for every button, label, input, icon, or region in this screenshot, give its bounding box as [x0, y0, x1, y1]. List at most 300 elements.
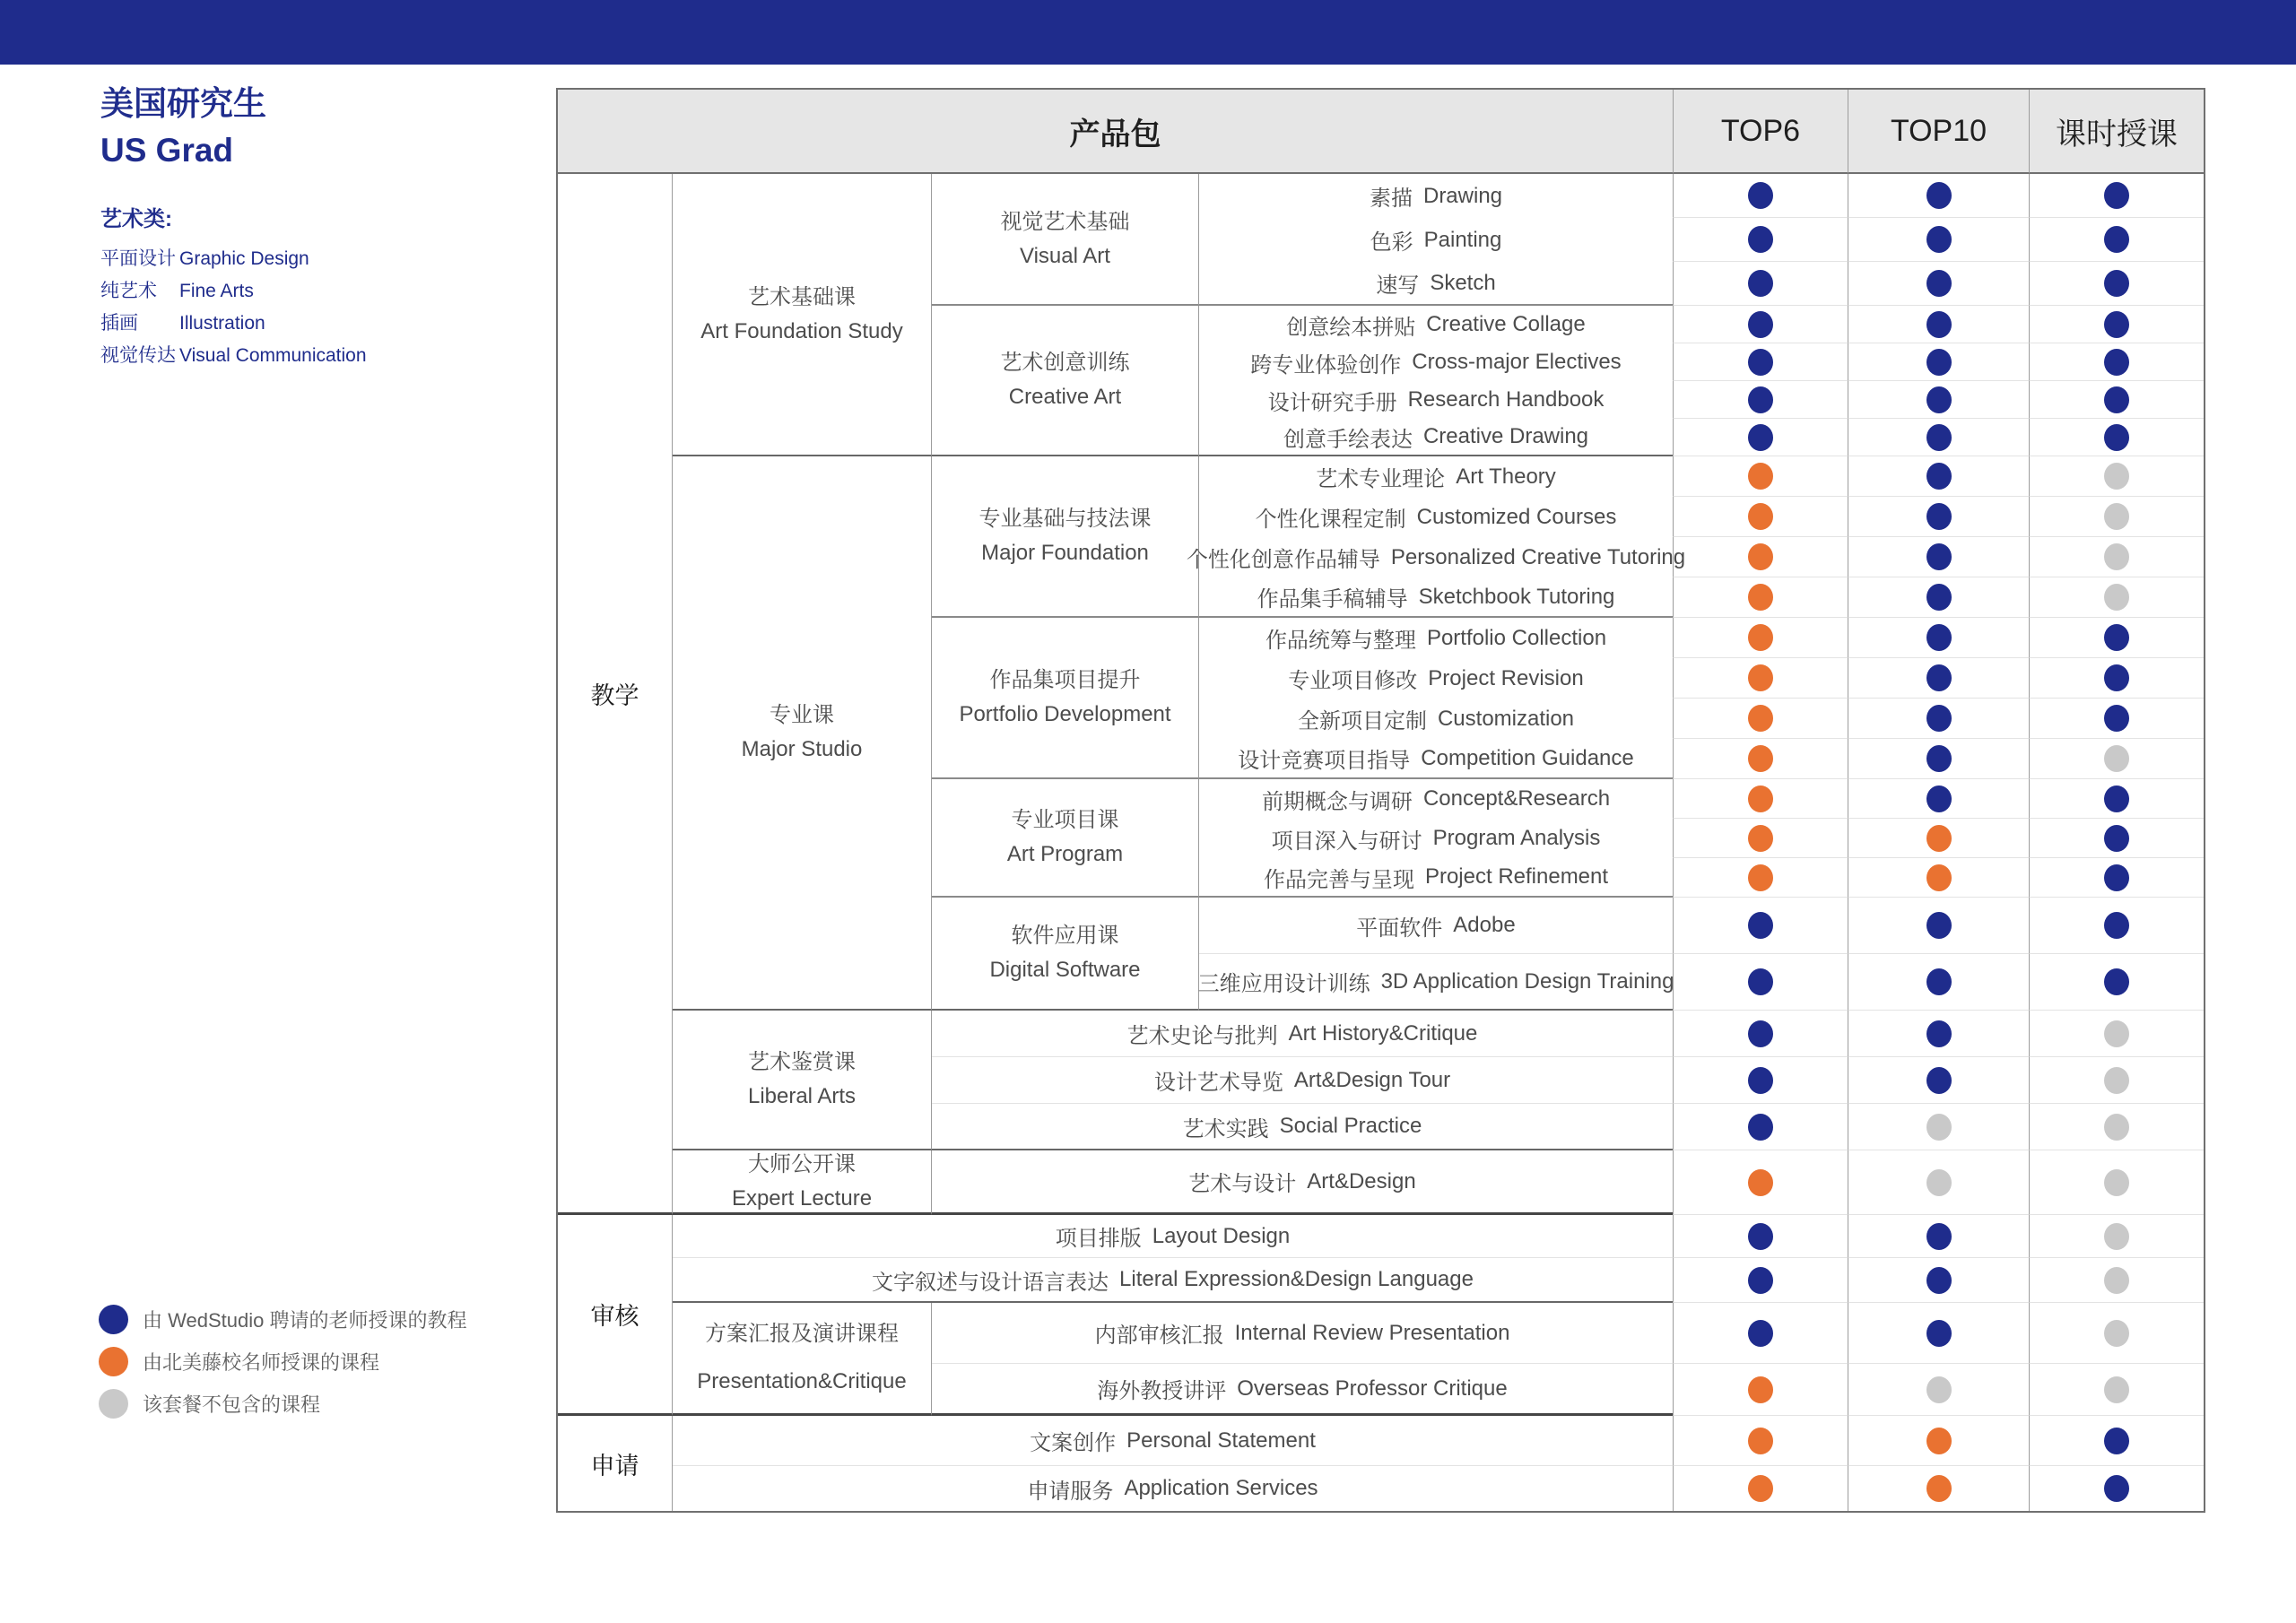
dot-cell: [2029, 618, 2204, 658]
table-header-package: 产品包: [558, 90, 1673, 174]
dot-cell: [2029, 1104, 2204, 1150]
dot-navy: [2104, 386, 2129, 413]
dot-navy: [2104, 226, 2129, 253]
dot-cell: [1673, 1215, 1848, 1258]
dot-cell: [1673, 456, 1848, 497]
sub-portfolio-development: [932, 618, 1199, 779]
dot-gray: [1926, 1114, 1952, 1141]
dot-cell: [2029, 1258, 2204, 1303]
course-row: [932, 1011, 1673, 1057]
course-en: Concept&Research: [1422, 786, 1611, 811]
dot-navy: [1926, 664, 1952, 691]
category-en: Graphic Design: [179, 248, 309, 269]
dot-gray: [2104, 463, 2129, 490]
course-zh: 艺术专业理论: [1316, 467, 1446, 491]
dot-orange: [1748, 503, 1773, 530]
course-zh: 作品集手稿辅导: [1257, 587, 1408, 612]
group-major-studio-zh: 专业课: [770, 703, 834, 727]
dot-orange: [1748, 1475, 1773, 1502]
dot-navy: [2104, 270, 2129, 297]
course-row: [1199, 819, 1673, 858]
dot-cell: [1848, 819, 2029, 858]
dot-cell: [1848, 1215, 2029, 1258]
course-zh: 素描: [1369, 187, 1413, 211]
dot-navy: [2104, 1475, 2129, 1502]
legend-row: [99, 1298, 466, 1341]
dot-navy: [1926, 745, 1952, 772]
dot-cell: [1848, 1258, 2029, 1303]
dot-cell: [2029, 577, 2204, 618]
dot-cell: [2029, 954, 2204, 1011]
dot-navy: [1926, 785, 1952, 812]
category-en: Illustration: [179, 313, 265, 334]
course-zh: 设计研究手册: [1267, 390, 1397, 415]
course-row: [673, 1466, 1673, 1511]
course-row: [1199, 262, 1673, 306]
dot-navy: [1748, 1320, 1773, 1347]
category-en: Fine Arts: [179, 281, 254, 301]
dot-cell: [2029, 1150, 2204, 1215]
course-zh: 前期概念与调研: [1261, 789, 1413, 814]
dot-cell: [1848, 456, 2029, 497]
course-row: [1199, 779, 1673, 819]
course-en: Overseas Professor Critique: [1237, 1376, 1508, 1401]
course-row: [673, 1215, 1673, 1258]
course-zh: 创意绘本拼贴: [1286, 315, 1416, 340]
course-en: Project Refinement: [1424, 864, 1609, 889]
course-en: Customized Courses: [1416, 504, 1617, 529]
course-en: Layout Design: [1152, 1223, 1291, 1248]
dot-navy: [2104, 825, 2129, 852]
dot-cell: [2029, 658, 2204, 699]
sub-visual-art-en: Visual Art: [1020, 243, 1110, 268]
top-banner: [0, 0, 2296, 65]
course-zh: 设计竞赛项目指导: [1238, 749, 1411, 773]
dot-navy: [1926, 349, 1952, 376]
section-review: 审核: [558, 1215, 673, 1416]
course-row: [1199, 456, 1673, 497]
category-item: [100, 308, 522, 340]
course-zh: 内部审核汇报: [1094, 1324, 1224, 1348]
dot-navy: [2104, 1428, 2129, 1454]
dot-orange: [1748, 705, 1773, 732]
dot-navy: [1926, 503, 1952, 530]
course-row: [1199, 381, 1673, 419]
dot-navy: [2104, 785, 2129, 812]
dot-gray: [2104, 1320, 2129, 1347]
sub-digital-software: [932, 898, 1199, 1011]
dot-gray: [2104, 503, 2129, 530]
category-heading: 艺术类:: [100, 207, 172, 231]
course-row: [1199, 343, 1673, 381]
dot-cell: [1673, 1258, 1848, 1303]
dot-cell: [1673, 819, 1848, 858]
dot-cell: [1848, 699, 2029, 739]
sidebar: [100, 81, 522, 372]
course-row: [1199, 898, 1673, 954]
dot-orange: [1748, 864, 1773, 891]
course-en: Adobe: [1453, 913, 1516, 937]
category-zh: 插画: [100, 313, 138, 334]
dot-cell: [2029, 779, 2204, 819]
course-en: Sketchbook Tutoring: [1418, 584, 1615, 609]
course-row: [932, 1303, 1673, 1364]
dot-navy: [2104, 968, 2129, 995]
dot-cell: [2029, 537, 2204, 577]
course-zh: 项目排版: [1055, 1227, 1142, 1251]
dot-cell: [1673, 1303, 1848, 1364]
dot-cell: [2029, 739, 2204, 779]
course-zh: 海外教授讲评: [1097, 1379, 1227, 1403]
dot-navy: [2104, 624, 2129, 651]
course-row: [673, 1416, 1673, 1466]
dot-orange: [1748, 463, 1773, 490]
dot-navy: [1926, 968, 1952, 995]
dot-navy: [2104, 705, 2129, 732]
course-en: Social Practice: [1279, 1114, 1422, 1138]
course-en: 3D Application Design Training: [1380, 968, 1674, 994]
group-presentation-critique: [673, 1303, 932, 1416]
course-row: [1199, 858, 1673, 898]
dot-navy: [1926, 386, 1952, 413]
dot-cell: [1848, 1150, 2029, 1215]
page-title-en: US Grad: [100, 132, 234, 169]
course-zh: 申请服务: [1027, 1479, 1114, 1504]
dot-navy: [1926, 1067, 1952, 1094]
page-title: [100, 81, 522, 174]
course-zh: 文字叙述与设计语言表达: [872, 1270, 1109, 1295]
course-row: [1199, 699, 1673, 739]
sub-art-program: [932, 779, 1199, 898]
course-row: [1199, 174, 1673, 218]
dot-cell: [1673, 381, 1848, 419]
dot-cell: [2029, 174, 2204, 218]
dot-cell: [1848, 898, 2029, 954]
dot-cell: [1848, 218, 2029, 262]
course-zh: 艺术实践: [1182, 1116, 1269, 1141]
dot-cell: [1848, 954, 2029, 1011]
dot-cell: [2029, 1364, 2204, 1416]
legend-dot-orange: [99, 1347, 128, 1376]
dot-cell: [2029, 262, 2204, 306]
dot-cell: [1673, 658, 1848, 699]
category-item: [100, 275, 522, 308]
course-zh: 跨专业体验创作: [1250, 352, 1402, 378]
dot-cell: [2029, 1057, 2204, 1104]
course-row: [1199, 739, 1673, 779]
dot-orange: [1748, 664, 1773, 691]
dot-cell: [1848, 262, 2029, 306]
dot-cell: [1673, 577, 1848, 618]
package-table: [556, 88, 2205, 1513]
dot-gray: [2104, 745, 2129, 772]
category-zh: 视觉传达: [100, 345, 176, 366]
course-en: Creative Drawing: [1422, 424, 1589, 448]
dot-cell: [1673, 419, 1848, 456]
dot-orange: [1748, 785, 1773, 812]
dot-navy: [1748, 424, 1773, 451]
dot-gray: [2104, 584, 2129, 611]
dot-navy: [1926, 1223, 1952, 1250]
dot-orange: [1926, 1475, 1952, 1502]
course-en: Project Revision: [1428, 665, 1584, 690]
dot-navy: [1748, 349, 1773, 376]
dot-cell: [2029, 699, 2204, 739]
dot-cell: [2029, 1466, 2204, 1511]
sub-major-foundation-zh: 专业基础与技法课: [978, 507, 1152, 531]
dot-cell: [1848, 306, 2029, 343]
course-zh: 作品完善与呈现: [1263, 867, 1414, 892]
dot-navy: [1748, 1114, 1773, 1141]
dot-navy: [1926, 1320, 1952, 1347]
legend-row: [99, 1341, 466, 1383]
dot-cell: [1673, 1150, 1848, 1215]
course-row: [932, 1057, 1673, 1104]
dot-cell: [2029, 218, 2204, 262]
dot-navy: [2104, 349, 2129, 376]
course-zh: 专业项目修改: [1288, 669, 1418, 693]
group-liberal-arts-zh: 艺术鉴赏课: [748, 1050, 856, 1074]
dot-cell: [1673, 779, 1848, 819]
course-zh: 个性化课程定制: [1255, 508, 1406, 532]
legend-label: 由北美藤校名师授课的课程: [143, 1351, 380, 1374]
dot-orange: [1748, 825, 1773, 852]
table-header-hourly: 课时授课: [2029, 90, 2204, 174]
course-row: [1199, 306, 1673, 343]
group-art-foundation-en: Art Foundation Study: [700, 318, 903, 343]
category-en: Visual Communication: [179, 345, 367, 366]
dot-cell: [2029, 898, 2204, 954]
dot-navy: [1926, 1020, 1952, 1047]
legend-dot-gray: [99, 1389, 128, 1419]
course-en: Cross-major Electives: [1412, 350, 1622, 374]
section-teaching: 教学: [558, 174, 673, 1215]
dot-gray: [1926, 1169, 1952, 1196]
dot-cell: [1673, 174, 1848, 218]
dot-cell: [1673, 858, 1848, 898]
sub-digital-software-en: Digital Software: [989, 958, 1141, 982]
course-row: [1199, 218, 1673, 262]
dot-cell: [1673, 739, 1848, 779]
dot-cell: [2029, 306, 2204, 343]
dot-cell: [1673, 1364, 1848, 1416]
dot-navy: [1926, 624, 1952, 651]
course-zh: 艺术史论与批判: [1126, 1024, 1278, 1048]
dot-gray: [2104, 543, 2129, 570]
dot-navy: [1748, 182, 1773, 209]
dot-cell: [1673, 898, 1848, 954]
dot-cell: [1848, 858, 2029, 898]
dot-navy: [1748, 311, 1773, 338]
legend-dot-navy: [99, 1305, 128, 1334]
dot-orange: [1748, 1376, 1773, 1403]
course-en: Personal Statement: [1126, 1428, 1316, 1453]
dot-navy: [1926, 311, 1952, 338]
course-zh: 创意手绘表达: [1283, 427, 1413, 452]
legend-label: 该套餐不包含的课程: [143, 1393, 321, 1416]
dot-orange: [1748, 624, 1773, 651]
dot-cell: [1673, 343, 1848, 381]
course-row: [932, 1150, 1673, 1215]
sub-portfolio-development-en: Portfolio Development: [959, 702, 1171, 726]
dot-cell: [1848, 577, 2029, 618]
course-zh: 作品统筹与整理: [1265, 629, 1416, 653]
dot-cell: [1848, 419, 2029, 456]
dot-navy: [1926, 543, 1952, 570]
dot-cell: [1673, 497, 1848, 537]
dot-cell: [2029, 1416, 2204, 1466]
course-zh: 个性化创意作品辅导: [1186, 548, 1380, 572]
dot-orange: [1748, 543, 1773, 570]
dot-cell: [1673, 262, 1848, 306]
course-en: Art&Design Tour: [1293, 1067, 1451, 1092]
section-application: 申请: [558, 1416, 673, 1511]
dot-cell: [1848, 343, 2029, 381]
group-liberal-arts-en: Liberal Arts: [747, 1084, 857, 1108]
dot-cell: [1673, 1011, 1848, 1057]
course-en: Portfolio Collection: [1426, 625, 1607, 650]
dot-navy: [1748, 1267, 1773, 1294]
group-art-foundation-zh: 艺术基础课: [748, 284, 856, 309]
course-row: [1186, 537, 1686, 577]
dot-cell: [1848, 1466, 2029, 1511]
group-presentation-critique-zh: 方案汇报及演讲课程: [705, 1321, 899, 1346]
dot-cell: [1848, 1364, 2029, 1416]
category-item: [100, 243, 522, 275]
sub-creative-art-en: Creative Art: [1008, 385, 1122, 409]
dot-cell: [1673, 306, 1848, 343]
course-en: Drawing: [1422, 183, 1503, 208]
dot-cell: [2029, 343, 2204, 381]
dot-cell: [2029, 497, 2204, 537]
course-en: Program Analysis: [1432, 826, 1601, 850]
dot-cell: [1673, 1416, 1848, 1466]
dot-cell: [1848, 174, 2029, 218]
sub-visual-art-zh: 视觉艺术基础: [1000, 209, 1130, 234]
course-row: [1199, 618, 1673, 658]
dot-orange: [1926, 1428, 1952, 1454]
dot-cell: [2029, 819, 2204, 858]
course-en: Literal Expression&Design Language: [1119, 1267, 1474, 1291]
course-row: [1199, 577, 1673, 618]
dot-navy: [1926, 182, 1952, 209]
course-zh: 文案创作: [1030, 1431, 1117, 1455]
dot-navy: [1926, 226, 1952, 253]
dot-gray: [2104, 1223, 2129, 1250]
dot-cell: [2029, 381, 2204, 419]
course-zh: 速写: [1376, 273, 1420, 298]
dot-cell: [1848, 537, 2029, 577]
dot-navy: [1926, 705, 1952, 732]
dot-cell: [1848, 381, 2029, 419]
dot-cell: [1848, 497, 2029, 537]
course-en: Application Services: [1124, 1476, 1318, 1500]
dot-gray: [2104, 1114, 2129, 1141]
dot-navy: [1926, 270, 1952, 297]
course-en: Painting: [1423, 227, 1502, 252]
course-en: Internal Review Presentation: [1234, 1320, 1510, 1345]
dot-cell: [1848, 618, 2029, 658]
legend-row: [99, 1383, 466, 1425]
course-zh: 三维应用设计训练: [1197, 972, 1370, 996]
sub-creative-art-zh: 艺术创意训练: [1000, 351, 1130, 375]
dot-gray: [2104, 1169, 2129, 1196]
dot-cell: [2029, 1215, 2204, 1258]
dot-navy: [1748, 968, 1773, 995]
table-header-top6: TOP6: [1673, 90, 1848, 174]
course-zh: 艺术与设计: [1188, 1172, 1297, 1196]
legend: [99, 1298, 466, 1425]
dot-navy: [2104, 182, 2129, 209]
dot-navy: [1748, 386, 1773, 413]
dot-gray: [2104, 1267, 2129, 1294]
course-zh: 平面软件: [1356, 916, 1443, 941]
dot-navy: [1748, 1223, 1773, 1250]
course-row: [673, 1258, 1673, 1303]
dot-cell: [1673, 1057, 1848, 1104]
course-row: [1199, 954, 1673, 1011]
dot-cell: [1673, 954, 1848, 1011]
dot-orange: [1748, 584, 1773, 611]
dot-gray: [2104, 1020, 2129, 1047]
dot-navy: [1748, 1067, 1773, 1094]
course-row: [1199, 419, 1673, 456]
dot-navy: [1926, 424, 1952, 451]
dot-navy: [1926, 584, 1952, 611]
category-item: [100, 340, 522, 372]
course-en: Art Theory: [1456, 464, 1556, 489]
course-en: Art History&Critique: [1288, 1020, 1478, 1046]
dot-cell: [1848, 1303, 2029, 1364]
dot-orange: [1748, 1428, 1773, 1454]
dot-navy: [2104, 424, 2129, 451]
dot-gray: [2104, 1067, 2129, 1094]
dot-navy: [1926, 463, 1952, 490]
dot-cell: [2029, 858, 2204, 898]
sub-art-program-en: Art Program: [1006, 842, 1124, 866]
dot-orange: [1748, 745, 1773, 772]
sub-digital-software-zh: 软件应用课: [1011, 924, 1119, 948]
sub-portfolio-development-zh: 作品集项目提升: [989, 668, 1141, 692]
dot-navy: [1748, 226, 1773, 253]
dot-cell: [2029, 419, 2204, 456]
dot-gray: [2104, 1376, 2129, 1403]
course-row: [932, 1104, 1673, 1150]
dot-orange: [1926, 825, 1952, 852]
dot-navy: [2104, 912, 2129, 939]
dot-orange: [1748, 1169, 1773, 1196]
course-zh: 色彩: [1370, 230, 1413, 255]
sub-visual-art: [932, 174, 1199, 306]
group-expert-lecture-en: Expert Lecture: [731, 1185, 873, 1211]
group-expert-lecture-zh: 大师公开课: [748, 1151, 856, 1176]
sub-art-program-zh: 专业项目课: [1011, 808, 1119, 832]
category-zh: 纯艺术: [100, 281, 157, 301]
group-art-foundation: [673, 174, 932, 456]
sub-creative-art: [932, 306, 1199, 456]
legend-label: 由 WedStudio 聘请的老师授课的教程: [143, 1309, 467, 1332]
course-en: Personalized Creative Tutoring: [1390, 544, 1686, 569]
course-en: Creative Collage: [1426, 312, 1586, 336]
course-en: Research Handbook: [1407, 387, 1605, 412]
dot-cell: [1673, 537, 1848, 577]
dot-navy: [1748, 912, 1773, 939]
sub-major-foundation: [932, 456, 1199, 618]
group-major-studio-en: Major Studio: [741, 737, 863, 761]
dot-navy: [2104, 664, 2129, 691]
course-row: [1199, 658, 1673, 699]
dot-cell: [2029, 456, 2204, 497]
